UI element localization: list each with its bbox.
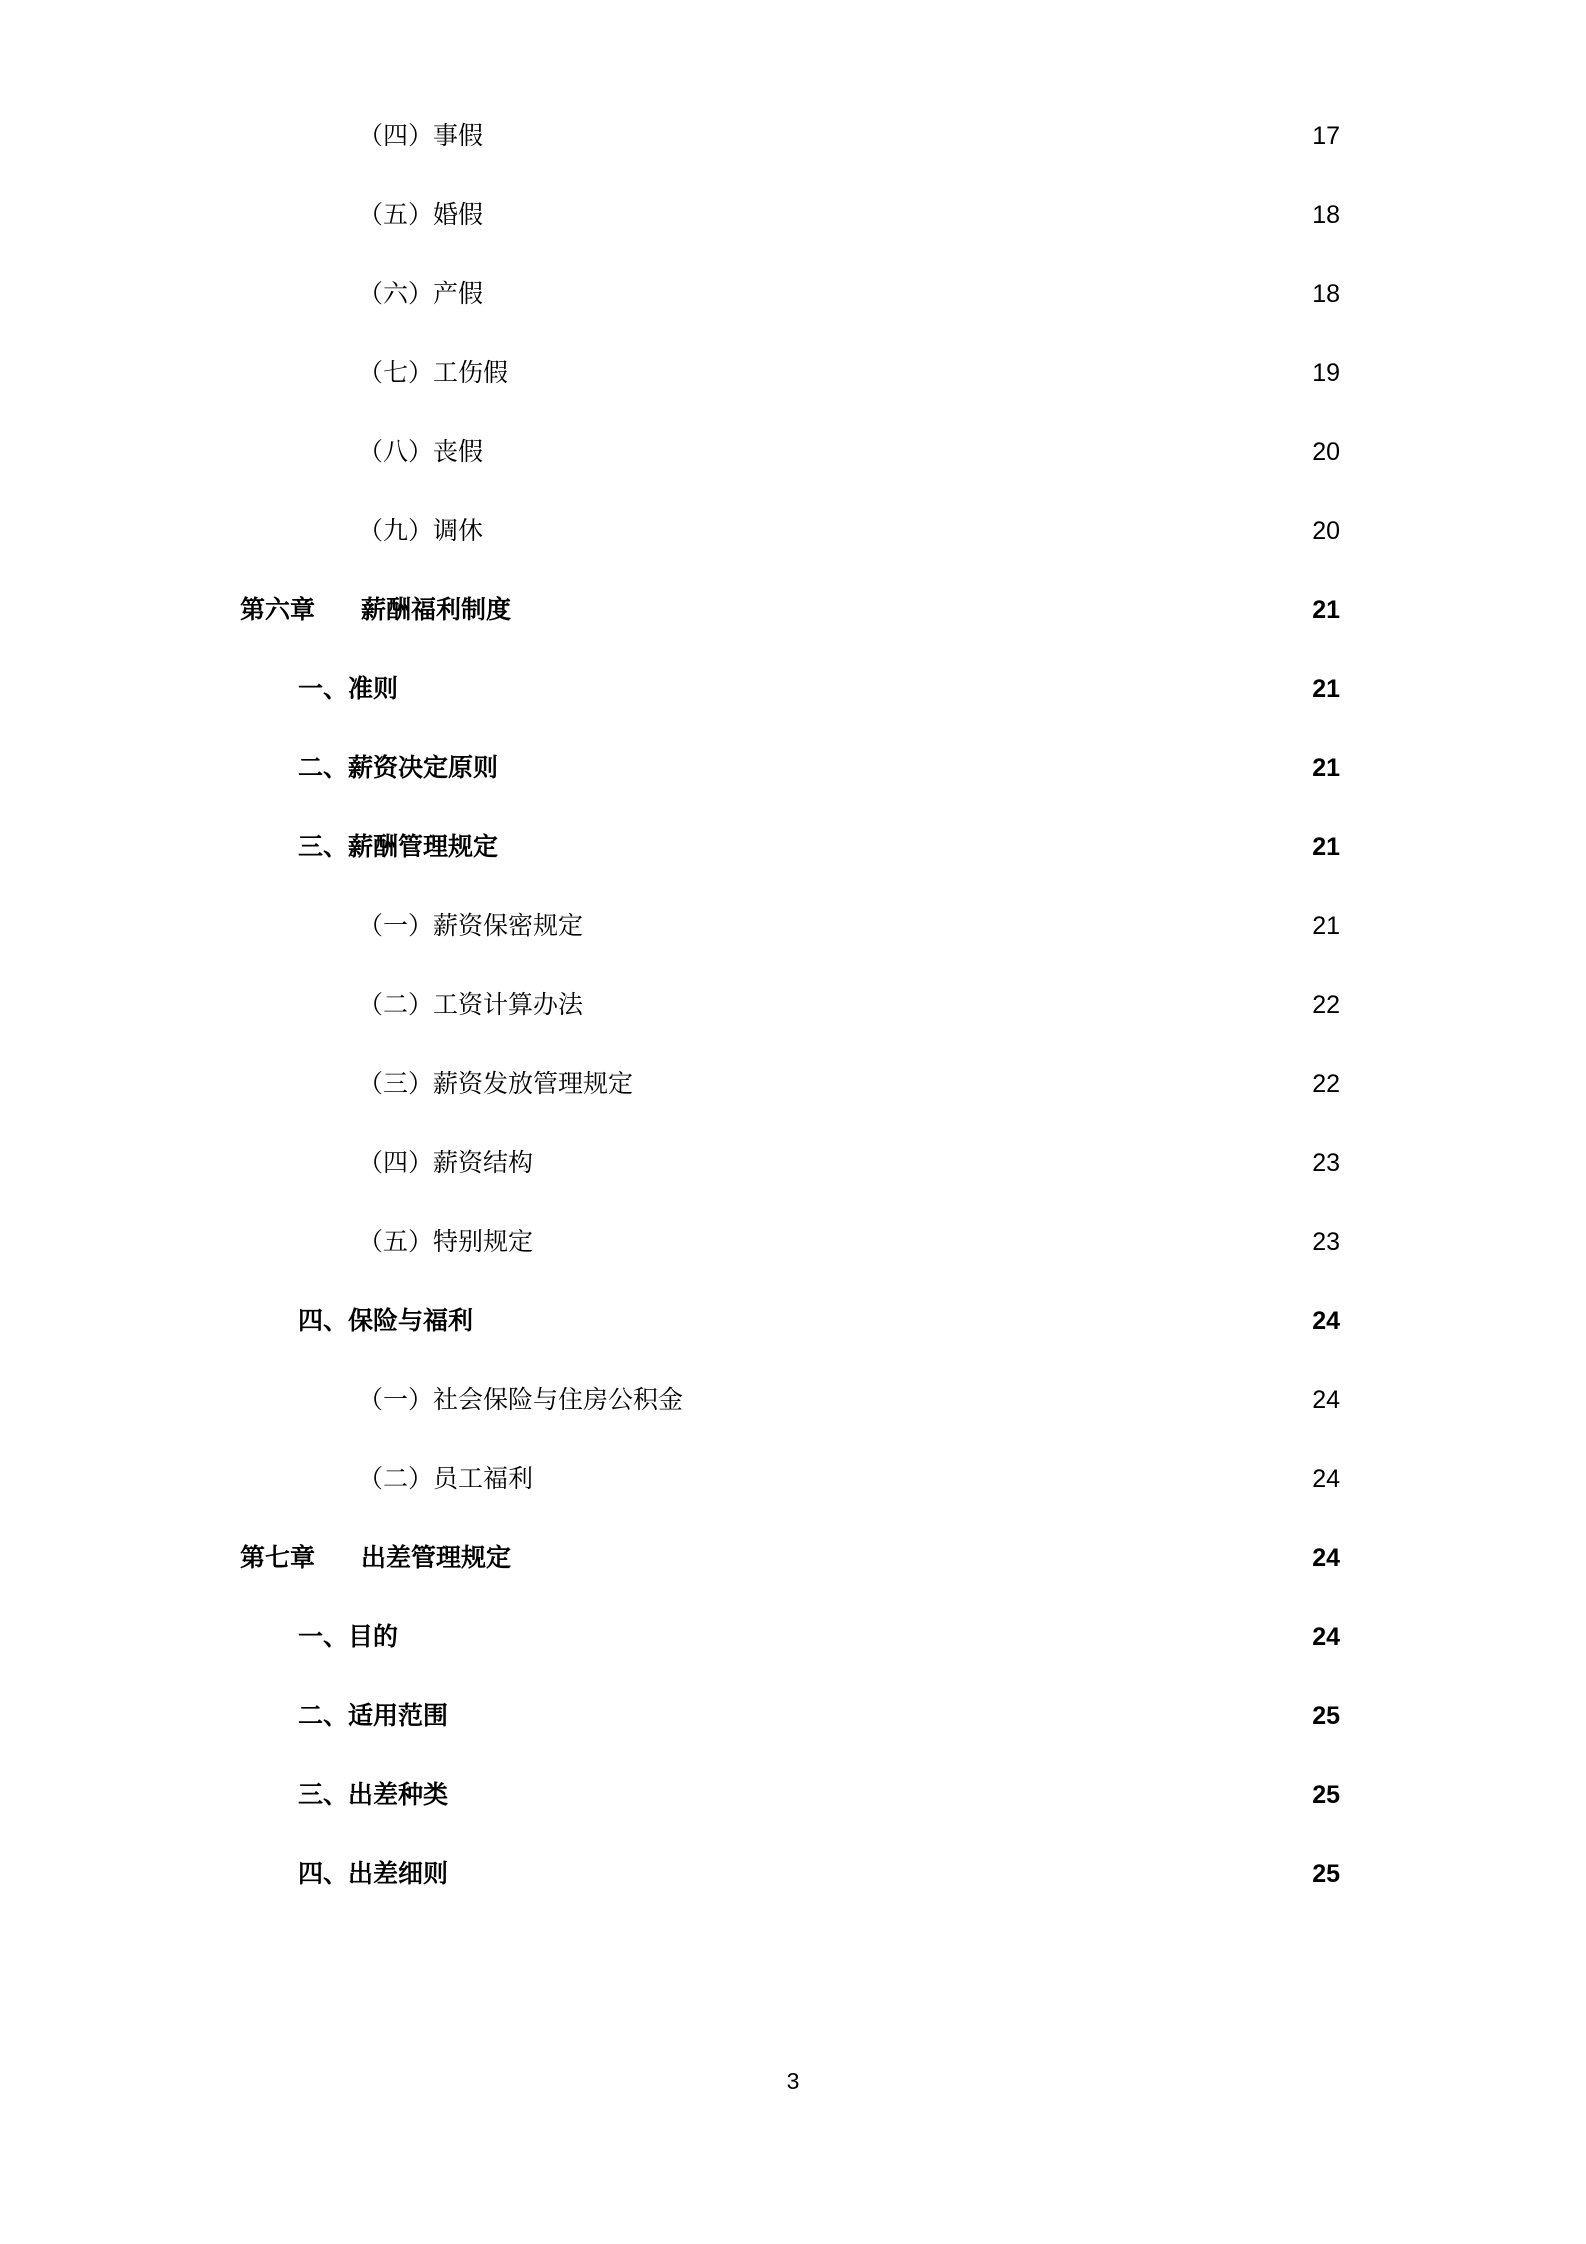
toc-leader-dots	[487, 277, 1293, 302]
toc-entry-title	[240, 1518, 515, 1597]
toc-entry-title: （一）薪资保密规定	[358, 911, 584, 940]
toc-leader-dots	[502, 830, 1293, 855]
toc-entry-title: （八）丧假	[358, 437, 484, 466]
toc-entry-page-number: 24	[1312, 1386, 1340, 1414]
toc-entry-title: （五）婚假	[358, 200, 484, 229]
toc-leader-dots	[487, 435, 1293, 460]
toc-entry[interactable]	[0, 254, 1586, 333]
table-of-contents	[0, 96, 1586, 1913]
toc-entry-page-number: 21	[1312, 912, 1340, 940]
toc-entry-page-number: 25	[1312, 1702, 1340, 1730]
toc-entry-title: （一）社会保险与住房公积金	[358, 1385, 684, 1414]
toc-entry-title: 一、准则	[298, 674, 399, 703]
toc-entry-title: （四）事假	[358, 121, 484, 150]
toc-entry[interactable]	[0, 175, 1586, 254]
toc-entry-page-number: 24	[1312, 1307, 1340, 1335]
toc-leader-dots	[487, 514, 1293, 539]
toc-leader-dots	[452, 1699, 1293, 1724]
toc-entry-page-number: 24	[1312, 1623, 1340, 1651]
toc-entry-title: 二、适用范围	[298, 1701, 449, 1730]
toc-leader-dots	[452, 1857, 1293, 1882]
toc-entry-title: （五）特别规定	[358, 1227, 534, 1256]
toc-chapter-number: 第七章	[240, 1543, 316, 1572]
toc-entry-page-number: 24	[1312, 1544, 1340, 1572]
toc-entry[interactable]	[0, 1123, 1586, 1202]
toc-entry[interactable]	[0, 1281, 1586, 1360]
toc-entry-page-number: 23	[1312, 1149, 1340, 1177]
toc-leader-dots	[515, 1541, 1293, 1566]
toc-entry-title: （二）工资计算办法	[358, 990, 584, 1019]
toc-entry-page-number: 17	[1312, 122, 1340, 150]
toc-entry[interactable]	[0, 570, 1586, 649]
toc-entry-page-number: 24	[1312, 1465, 1340, 1493]
toc-entry-page-number: 23	[1312, 1228, 1340, 1256]
toc-leader-dots	[402, 1620, 1293, 1645]
toc-entry-title: 三、出差种类	[298, 1780, 449, 1809]
toc-leader-dots	[587, 909, 1293, 934]
toc-leader-dots	[477, 1304, 1293, 1329]
toc-entry[interactable]	[0, 1202, 1586, 1281]
toc-leader-dots	[487, 119, 1293, 144]
toc-entry-page-number: 21	[1312, 675, 1340, 703]
toc-leader-dots	[537, 1146, 1293, 1171]
toc-entry-title: 三、薪酬管理规定	[298, 832, 499, 861]
toc-leader-dots	[515, 593, 1293, 618]
toc-entry[interactable]	[0, 491, 1586, 570]
toc-leader-dots	[587, 988, 1293, 1013]
toc-entry[interactable]	[0, 1834, 1586, 1913]
toc-entry-page-number: 18	[1312, 201, 1340, 229]
toc-leader-dots	[502, 751, 1293, 776]
toc-entry-title: （四）薪资结构	[358, 1148, 534, 1177]
toc-leader-dots	[687, 1383, 1293, 1408]
toc-chapter-title: 出差管理规定	[361, 1543, 512, 1572]
toc-entry-title: 一、目的	[298, 1622, 399, 1651]
toc-entry-title: 四、出差细则	[298, 1859, 449, 1888]
toc-entry-title	[240, 570, 515, 649]
toc-entry[interactable]	[0, 1439, 1586, 1518]
toc-entry[interactable]	[0, 649, 1586, 728]
toc-entry-page-number: 25	[1312, 1860, 1340, 1888]
toc-entry[interactable]	[0, 412, 1586, 491]
toc-leader-dots	[537, 1462, 1293, 1487]
toc-leader-dots	[637, 1067, 1293, 1092]
toc-leader-dots	[537, 1225, 1293, 1250]
toc-entry[interactable]	[0, 886, 1586, 965]
toc-entry-page-number: 21	[1312, 833, 1340, 861]
toc-entry-page-number: 22	[1312, 1070, 1340, 1098]
footer-page-number: 3	[786, 2068, 800, 2094]
toc-entry-page-number: 25	[1312, 1781, 1340, 1809]
toc-entry[interactable]	[0, 333, 1586, 412]
toc-entry-page-number: 19	[1312, 359, 1340, 387]
toc-entry[interactable]	[0, 965, 1586, 1044]
toc-entry-title: （六）产假	[358, 279, 484, 308]
toc-entry[interactable]	[0, 1044, 1586, 1123]
toc-entry[interactable]	[0, 1755, 1586, 1834]
toc-entry-title: （三）薪资发放管理规定	[358, 1069, 634, 1098]
toc-entry-page-number: 20	[1312, 517, 1340, 545]
toc-entry-page-number: 21	[1312, 596, 1340, 624]
toc-leader-dots	[512, 356, 1293, 381]
toc-entry[interactable]	[0, 1676, 1586, 1755]
toc-entry[interactable]	[0, 728, 1586, 807]
toc-entry[interactable]	[0, 96, 1586, 175]
toc-entry-title: （七）工伤假	[358, 358, 509, 387]
toc-entry[interactable]	[0, 807, 1586, 886]
toc-leader-dots	[452, 1778, 1293, 1803]
toc-entry-title: 四、保险与福利	[298, 1306, 474, 1335]
toc-entry-page-number: 18	[1312, 280, 1340, 308]
toc-entry-title: （九）调休	[358, 516, 484, 545]
toc-entry-title: （二）员工福利	[358, 1464, 534, 1493]
toc-chapter-title: 薪酬福利制度	[361, 595, 512, 624]
toc-entry-page-number: 21	[1312, 754, 1340, 782]
toc-entry[interactable]	[0, 1518, 1586, 1597]
toc-entry[interactable]	[0, 1597, 1586, 1676]
toc-entry[interactable]	[0, 1360, 1586, 1439]
toc-leader-dots	[487, 198, 1293, 223]
toc-entry-page-number: 20	[1312, 438, 1340, 466]
toc-chapter-number: 第六章	[240, 595, 316, 624]
toc-leader-dots	[402, 672, 1293, 697]
toc-entry-page-number: 22	[1312, 991, 1340, 1019]
toc-entry-title: 二、薪资决定原则	[298, 753, 499, 782]
